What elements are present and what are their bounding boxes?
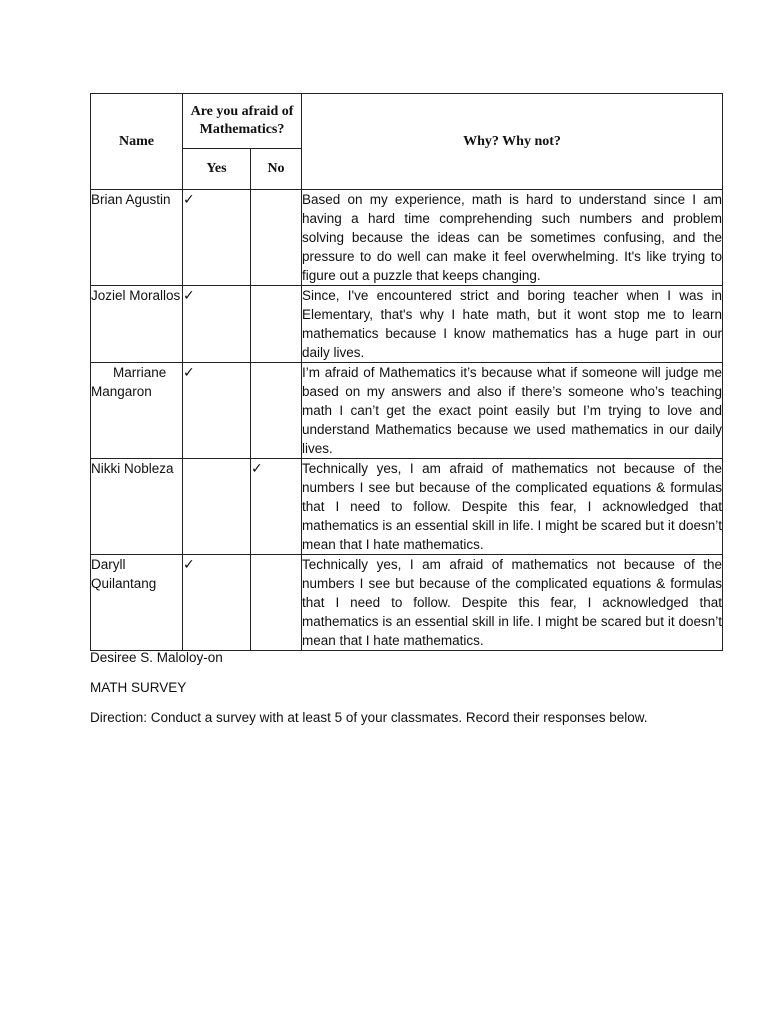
- yes-check-mark: ✓: [183, 555, 251, 651]
- reason-text: I’m afraid of Mathematics it’s because what if someone will judge me based on my answers and also if there’s someone who’s teaching math I can’t get the exact point easily but I’m trying to love and understand Mathematics because we used mathematics in our daily lives.: [302, 363, 723, 459]
- no-check-mark: ✓: [251, 459, 302, 555]
- table-row: [91, 286, 723, 363]
- yes-check-mark: ✓: [183, 190, 251, 286]
- reason-text: Technically yes, I am afraid of mathematics not because of the numbers I see but because of the complicated equations & formulas that I need to follow. Despite this fear, I acknowledged that mathematics is an essential skill in life. I might be scared but it doesn’t mean that I hate mathematics.: [302, 459, 723, 555]
- table-row: [91, 363, 723, 459]
- reason-text: Technically yes, I am afraid of mathematics not because of the numbers I see but because of the complicated equations & formulas that I need to follow. Despite this fear, I acknowledged that mathematics is an essential skill in life. I might be scared but it doesn’t mean that I hate mathematics.: [302, 555, 723, 651]
- no-check-mark: [251, 190, 302, 286]
- table-row: [91, 555, 723, 651]
- yes-check-mark: [183, 459, 251, 555]
- respondent-name: Joziel Morallos: [91, 286, 183, 363]
- respondent-name: Marriane Mangaron: [91, 363, 183, 459]
- no-column-header: No: [251, 149, 302, 190]
- survey-title: MATH SURVEY: [90, 680, 187, 695]
- table-row: [91, 190, 723, 286]
- no-check-mark: [251, 286, 302, 363]
- respondent-name: Daryll Quilantang: [91, 555, 183, 651]
- reason-text: Since, I've encountered strict and boring teacher when I was in Elementary, that's why I hate math, but it wont stop me to learn mathematics because I know mathematics has a huge part in our daily lives.: [302, 286, 723, 363]
- reason-text: Based on my experience, math is hard to understand since I am having a hard time comprehending such numbers and problem solving because the ideas can be sometimes confusing, and the pressure to do well can make it feel overwhelming. It's like trying to figure out a puzzle that keeps changing.: [302, 190, 723, 286]
- respondent-name: Brian Agustin: [91, 190, 183, 286]
- name-column-header: Name: [91, 94, 183, 190]
- why-column-header: Why? Why not?: [302, 94, 723, 190]
- yes-check-mark: ✓: [183, 286, 251, 363]
- no-check-mark: [251, 555, 302, 651]
- afraid-column-header: Are you afraid of Mathematics?: [183, 94, 302, 149]
- direction-text: Direction: Conduct a survey with at least 5 of your classmates. Record their responses below.: [90, 710, 648, 725]
- no-check-mark: [251, 363, 302, 459]
- survey-table: [90, 93, 723, 651]
- respondent-name: Nikki Nobleza: [91, 459, 183, 555]
- author-name: Desiree S. Maloloy-on: [90, 650, 223, 665]
- yes-check-mark: ✓: [183, 363, 251, 459]
- yes-column-header: Yes: [183, 149, 251, 190]
- table-row: [91, 459, 723, 555]
